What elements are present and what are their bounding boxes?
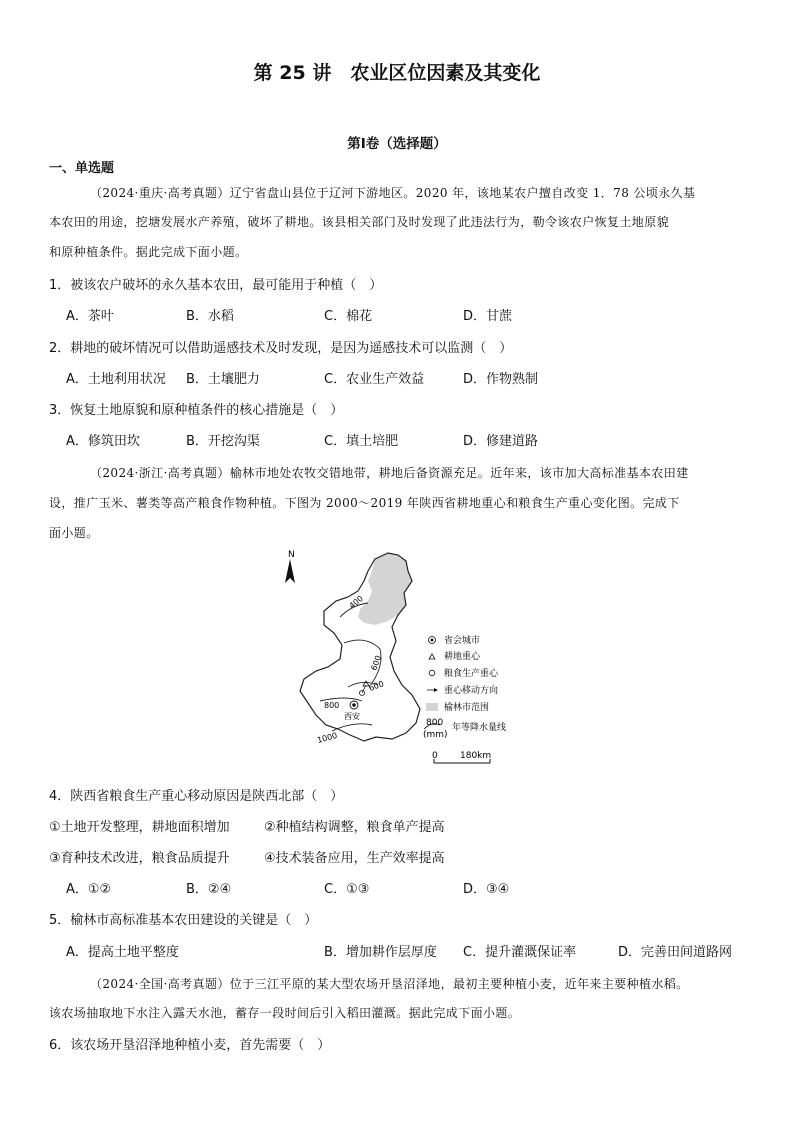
q5-option-a[interactable]: A．提高土地平整度 xyxy=(66,945,179,960)
q4-statement-4: ④技术装备应用，生产效率提高 xyxy=(264,851,445,866)
question-5: 5．榆林市高标准基本农田建设的关键是（ ） xyxy=(49,913,318,928)
passage-3-line-2: 该农场抽取地下水注入露天水池，蓄存一段时间后引入稻田灌溉。据此完成下面小题。 xyxy=(49,1006,521,1020)
q1-option-a[interactable]: A．茶叶 xyxy=(66,309,114,324)
isohyet-label-600b: 600 xyxy=(367,679,386,693)
yulin-region xyxy=(358,553,412,625)
question-2: 2．耕地的破坏情况可以借助遥感技术及时发现，是因为遥感技术可以监测（ ） xyxy=(49,341,513,356)
q4-statement-1: ①土地开发整理，耕地面积增加 xyxy=(49,820,230,835)
q2-option-b[interactable]: B．土壤肥力 xyxy=(186,372,260,387)
north-label: N xyxy=(288,550,295,560)
isohyet-label-600a: 600 xyxy=(369,654,384,672)
isohyet-label-400: 400 xyxy=(347,593,365,611)
q4-option-a[interactable]: A．①② xyxy=(66,882,112,897)
question-6: 6．该农场开垦沼泽地种植小麦，首先需要（ ） xyxy=(49,1038,331,1053)
legend-isohyet: 年等降水量线 xyxy=(452,723,507,733)
isohyet-label-800: 800 xyxy=(324,701,340,710)
q1-option-b[interactable]: B．水稻 xyxy=(186,309,234,324)
legend-capital: 省会城市 xyxy=(444,636,481,646)
section-heading: 一、单选题 xyxy=(49,161,115,176)
q4-statement-3: ③育种技术改进，粮食品质提升 xyxy=(49,851,230,866)
question-3: 3．恢复土地原貌和原种植条件的核心措施是（ ） xyxy=(49,403,344,418)
map-legend xyxy=(423,634,506,740)
q3-option-b[interactable]: B．开挖沟渠 xyxy=(186,434,260,449)
isohyet-label-1000: 1000 xyxy=(316,730,339,745)
passage-3-line-1: （2024·全国·高考真题）位于三江平原的某大型农场开垦沼泽地，最初主要种植小麦，近年来主要种植水稻。 xyxy=(90,977,689,991)
legend-direction: 重心移动方向 xyxy=(444,686,499,696)
legend-iso-value: 800 xyxy=(426,718,444,728)
scale-zero: 0 xyxy=(432,751,438,761)
passage-2-line-2: 设，推广玉米、薯类等高产粮食作物种植。下图为 2000～2019 年陕西省耕地重心和粮食生产重心变化图。完成下 xyxy=(49,496,680,510)
passage-2-line-1: （2024·浙江·高考真题）榆林市地处农牧交错地带，耕地后备资源充足。近年来，该市加大高标准基本农田建 xyxy=(90,466,689,480)
q5-option-d[interactable]: D．完善田间道路网 xyxy=(618,945,733,960)
q5-option-c[interactable]: C．提升灌溉保证率 xyxy=(463,945,577,960)
legend-yulin: 榆林市范围 xyxy=(444,703,490,713)
scale-bar xyxy=(432,751,491,763)
passage-1-line-1: （2024·重庆·高考真题）辽宁省盘山县位于辽河下游地区。2020 年，该地某农户擅自改变 1．78 公顷永久基 xyxy=(90,186,696,200)
q1-option-c[interactable]: C．棉花 xyxy=(324,309,373,324)
q4-statement-2: ②种植结构调整，粮食单产提高 xyxy=(264,820,445,835)
q2-option-c[interactable]: C．农业生产效益 xyxy=(324,372,425,387)
passage-1-line-3: 和原种植条件。据此完成下面小题。 xyxy=(49,245,248,259)
legend-iso-unit: (mm) xyxy=(423,730,448,740)
q4-option-c[interactable]: C．①③ xyxy=(324,882,370,897)
legend-farmland-center: 耕地重心 xyxy=(444,652,481,662)
passage-1-line-2: 本农田的用途，挖塘发展水产养殖，破坏了耕地。该县相关部门及时发现了此违法行为，勒令该农户恢复土地原貌 xyxy=(49,215,670,229)
question-4: 4．陕西省粮食生产重心移动原因是陕西北部（ ） xyxy=(49,789,344,804)
city-label-xian: 西安 xyxy=(344,712,360,721)
north-arrow-icon xyxy=(285,550,295,583)
q3-option-d[interactable]: D．修建道路 xyxy=(463,434,539,449)
volume-heading: 第Ⅰ卷（选择题） xyxy=(347,136,447,152)
passage-2-line-3: 面小题。 xyxy=(49,526,99,540)
shaanxi-map-figure xyxy=(280,545,520,775)
q4-option-b[interactable]: B．②④ xyxy=(186,882,232,897)
q2-option-a[interactable]: A．土地利用状况 xyxy=(66,372,166,387)
q4-option-d[interactable]: D．③④ xyxy=(463,882,510,897)
q1-option-d[interactable]: D．甘蔗 xyxy=(463,309,513,324)
q2-option-d[interactable]: D．作物熟制 xyxy=(463,372,539,387)
page-title: 第 25 讲 农业区位因素及其变化 xyxy=(253,62,541,84)
q3-option-c[interactable]: C．填土培肥 xyxy=(324,434,399,449)
legend-grain-center: 粮食生产重心 xyxy=(444,669,499,679)
q5-option-b[interactable]: B．增加耕作层厚度 xyxy=(324,945,437,960)
scale-length: 180km xyxy=(460,751,492,761)
question-1: 1．被该农户破坏的永久基本农田，最可能用于种植（ ） xyxy=(49,278,383,293)
q3-option-a[interactable]: A．修筑田坎 xyxy=(66,434,140,449)
